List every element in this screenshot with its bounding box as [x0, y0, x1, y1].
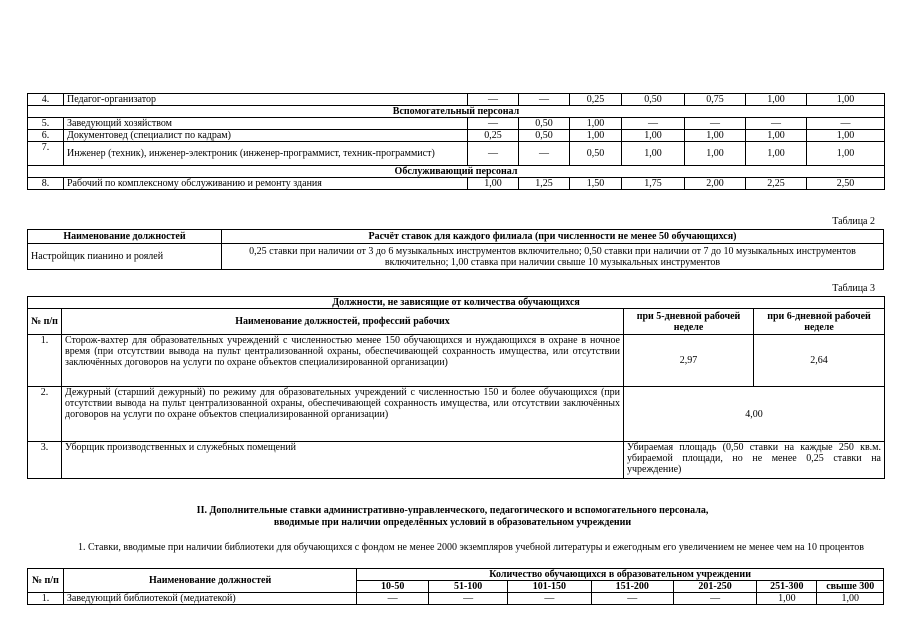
table-3-title: Должности, не зависящие от количества обучающихся [28, 297, 885, 309]
row-value: 1,00 [685, 142, 746, 166]
table-row [28, 94, 885, 106]
row-value: 1,00 [807, 142, 885, 166]
row-value: 1,00 [468, 178, 519, 190]
row-value: — [429, 593, 508, 605]
row-value: 1,50 [570, 178, 622, 190]
row-value: — [357, 593, 429, 605]
section-row [28, 166, 885, 178]
row-value: — [468, 142, 519, 166]
row-value: 1,00 [807, 130, 885, 142]
row-position: Сторож-вахтер для образовательных учреждений с численностью менее 150 обучающихся и нуждающихся в охране в ночное время (при отсутствии вывода на пульт централизованной охраны, обеспечивающей сохранность имущества, или отсутствии заключённых договоров на услуги по охране объектов специализированной организации) [62, 335, 624, 387]
table-row [28, 442, 885, 479]
row-value: 2,00 [685, 178, 746, 190]
row-value: — [746, 118, 807, 130]
row-value: 0,25 [468, 130, 519, 142]
table-3-header-name: Наименование должностей, профессий рабочих [62, 309, 624, 335]
row-value: 1,75 [622, 178, 685, 190]
range-header: 201-250 [673, 581, 756, 593]
row-value: 1,00 [570, 118, 622, 130]
range-header: 151-200 [591, 581, 673, 593]
range-header: 10-50 [357, 581, 429, 593]
row-number: 6. [28, 130, 64, 142]
row-value: — [519, 142, 570, 166]
table-row [28, 387, 885, 442]
table-3-header-5day: при 5-дневной рабочей неделе [624, 309, 754, 335]
row-value-5day: 2,97 [624, 335, 754, 387]
row-value: 0,50 [519, 130, 570, 142]
row-value: — [468, 94, 519, 106]
row-number: 7. [28, 142, 64, 166]
row-value: 1,00 [746, 94, 807, 106]
table-3-header-6day: при 6-дневной рабочей неделе [754, 309, 885, 335]
row-value: 1,00 [746, 130, 807, 142]
row-value: 0,75 [685, 94, 746, 106]
table-row [28, 118, 885, 130]
staff-table-2 [27, 229, 884, 270]
row-value: — [508, 593, 591, 605]
row-value: — [685, 118, 746, 130]
row-value: 1,25 [519, 178, 570, 190]
row-value: 1,00 [622, 130, 685, 142]
table-4-header-group: Количество обучающихся в образовательном учреждении [357, 569, 884, 581]
row-value: — [468, 118, 519, 130]
row-value: 1,00 [817, 593, 884, 605]
row-value: — [519, 94, 570, 106]
row-number: 4. [28, 94, 64, 106]
row-value: 1,00 [570, 130, 622, 142]
table-4-header-num: № п/п [28, 569, 64, 593]
staff-table-1 [27, 93, 885, 190]
row-value: 4,00 [624, 387, 885, 442]
section-row [28, 106, 885, 118]
section-title: Вспомогательный персонал [28, 106, 885, 118]
row-value: 2,50 [807, 178, 885, 190]
table-2-rate-text: 0,25 ставки при наличии от 3 до 6 музыкальных инструментов включительно; 0,50 ставки при наличии от 7 до 10 музыкальных инструментов включительно; 1,00 ставка при наличии свыше 10 музыкальных инструментов [222, 244, 884, 270]
row-position: Заведующий библиотекой (медиатекой) [63, 593, 356, 605]
table-row [28, 178, 885, 190]
row-number: 8. [28, 178, 64, 190]
row-value: — [591, 593, 673, 605]
table-2-header-calc: Расчёт ставок для каждого филиала (при численности не менее 50 обучающихся) [222, 230, 884, 244]
section-2-title-line-1: II. Дополнительные ставки административно-управленческого, педагогического и вспомогательного персонала, [196, 505, 709, 516]
library-table [27, 568, 884, 605]
row-number: 2. [28, 387, 62, 442]
row-value: 0,50 [570, 142, 622, 166]
table-3-caption: Таблица 3 [832, 283, 875, 294]
section-title: Обслуживающий персонал [28, 166, 885, 178]
range-header: 51-100 [429, 581, 508, 593]
range-header: свыше 300 [817, 581, 884, 593]
row-number: 5. [28, 118, 64, 130]
row-position: Дежурный (старший дежурный) по режиму для образовательных учреждений с численностью 150 и более обучающихся (при отсутствии вывода на пульт централизованной охраны, обеспечивающей сохранность имущества, или отсутствии заключённых договоров на услуги по охране объектов специализированной организации) [62, 387, 624, 442]
row-position: Педагог-организатор [64, 94, 468, 106]
row-number: 1. [28, 593, 64, 605]
row-value: 1,00 [746, 142, 807, 166]
staff-table-3 [27, 296, 885, 479]
table-row [28, 130, 885, 142]
table-4-header-name: Наименование должностей [63, 569, 356, 593]
row-number: 3. [28, 442, 62, 479]
row-value: 0,50 [622, 94, 685, 106]
row-number: 1. [28, 335, 62, 387]
table-row [28, 593, 884, 605]
row-value: 1,00 [685, 130, 746, 142]
row-value: 0,25 [570, 94, 622, 106]
row-value: 1,00 [807, 94, 885, 106]
table-3-header-num: № п/п [28, 309, 62, 335]
row-position: Заведующий хозяйством [64, 118, 468, 130]
row-value: 2,25 [746, 178, 807, 190]
row-value: 0,50 [519, 118, 570, 130]
range-header: 101-150 [508, 581, 591, 593]
range-header: 251-300 [757, 581, 817, 593]
section-2-title-line-2: вводимые при наличии определённых условий в образовательном учреждении [273, 517, 632, 528]
row-value: — [622, 118, 685, 130]
row-position: Рабочий по комплексному обслуживанию и ремонту здания [64, 178, 468, 190]
section-2-paragraph: 1. Ставки, вводимые при наличии библиотеки для обучающихся с фондом не менее 2000 экземпляров учебной литературы и ежегодным его увеличением не менее чем на 10 процентов [78, 542, 864, 553]
row-value: 1,00 [757, 593, 817, 605]
row-value: — [673, 593, 756, 605]
row-position: Инженер (техник), инженер-электроник (инженер-программист, техник-программист) [64, 142, 468, 166]
row-value: 1,00 [622, 142, 685, 166]
row-value: Убираемая площадь (0,50 ставки на каждые 250 кв.м. убираемой площади, но не менее 0,25 ставки на учреждение) [624, 442, 885, 479]
table-row [28, 142, 885, 166]
table-2-header-name: Наименование должностей [28, 230, 222, 244]
table-2-position: Настройщик пианино и роялей [28, 244, 222, 270]
row-position: Уборщик производственных и служебных помещений [62, 442, 624, 479]
table-2-caption: Таблица 2 [832, 216, 875, 227]
table-row [28, 335, 885, 387]
row-position: Документовед (специалист по кадрам) [64, 130, 468, 142]
row-value-6day: 2,64 [754, 335, 885, 387]
row-value: — [807, 118, 885, 130]
